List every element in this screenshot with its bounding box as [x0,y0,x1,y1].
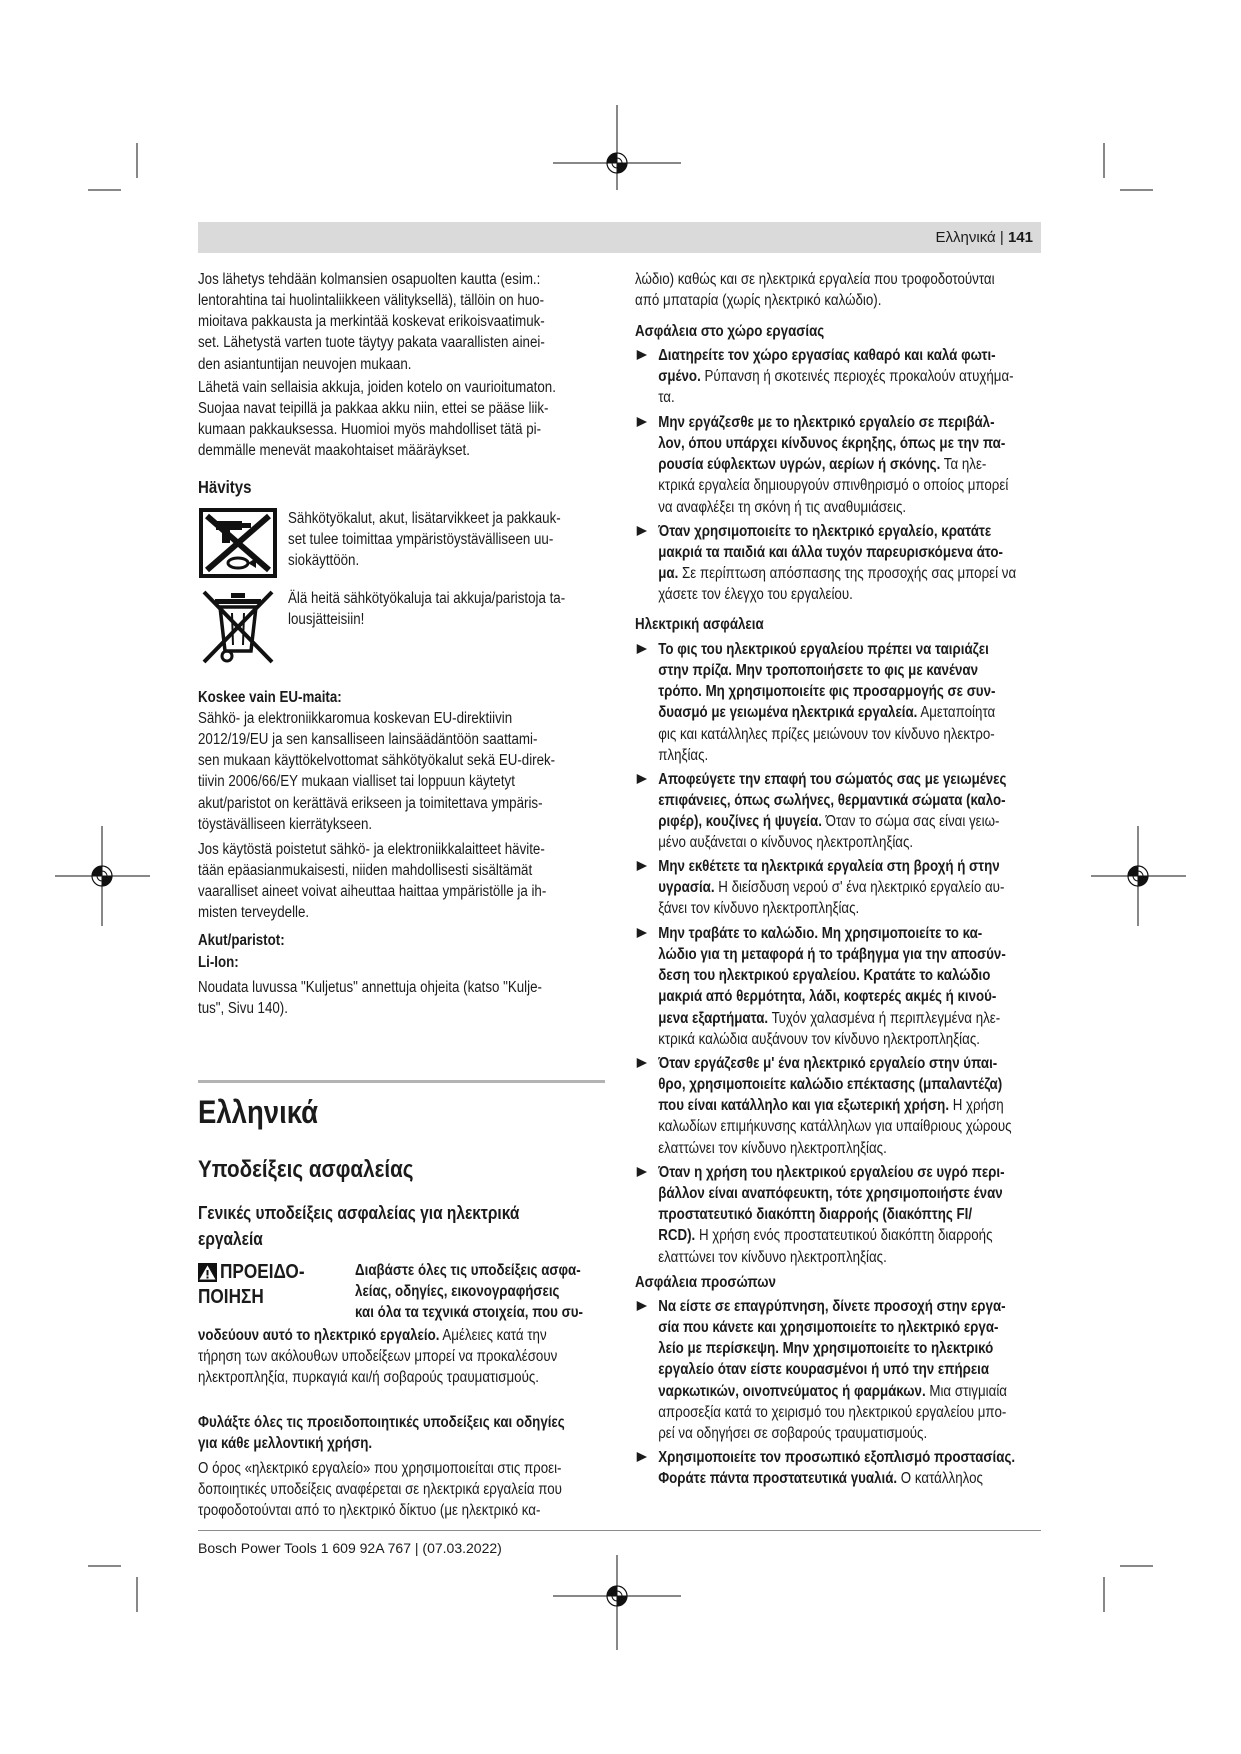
item-bold-text: Όταν χρησιμοποιείτε το ηλεκτρικό εργαλείο, κρατάτε μακριά τα παιδιά και άλλα τυχόν παρευρισκόμενα άτο- μα. [658,522,1003,583]
eu-paragraph-1 [198,708,555,836]
liion-text-content: Noudata luvussa "Kuljetus" annettuja ohjeita (katso "Kulje- tus", Sivu 140). [198,978,542,1017]
personal-heading: Ασφάλεια προσώπων [635,1273,776,1291]
item-bold-text: Μην εκθέτετε τα ηλεκτρικά εργαλεία στη βροχή ή στην υγρασία. [658,857,1000,896]
warning-bold-continuation: νοδεύουν αυτό το ηλεκτρικό εργαλείο. [198,1326,440,1344]
left-column [198,0,605,1754]
item-bold-text: Χρησιμοποιείτε τον προσωπικό εξοπλισμό προστασίας. Φοράτε πάντα προστατευτικά γυαλιά. [658,1448,1016,1487]
item-text: Τα ηλε- κτρικά εργαλεία δημιουργούν σπινθηρισμό ο οποίος μπορεί να αναφλέξει τη σκόνη ή τις αναθυμιάσεις. [658,456,1009,516]
item-bold-text: Μην εργάζεσθε με το ηλεκτρικό εργαλείο σε περιβάλ- λον, όπου υπάρχει κίνδυνος έκρηξης, όπως με την πα- ρουσία εύφλεκτων υγρών, αερίων ή σκόνης. [658,413,1006,474]
item-bold-text: Το φις του ηλεκτρικού εργαλείου πρέπει να ταιριάζει στην πρίζα. Μην τροποποιήσετε το φις με κανέναν τρόπο. Μη χρησιμοποιείτε φις προσαρμογής σε συν- δυασμό με γειωμένα ηλεκτρικά εργαλεία. [658,640,996,722]
power-tool-term-text: Ο όρος «ηλεκτρικό εργαλείο» που χρησιμοποιείται στις προει- δοποιητικές υποδείξεις αναφέρεται σε ηλεκτρικά εργαλεία που τροφοδοτούνται από το ηλεκτρικό δίκτυο (με ηλεκτρικό κα- [198,1459,562,1520]
shipping-paragraph-1-text: Jos lähetys tehdään kolmansien osapuolten kautta (esim.: lentorahtina tai huolintaliikkeen välityksellä), tällöin on huo- mioitava pakkausta ja merkintää koskevat erikoisvaatimuk- set. Lähetystä varten tuote täytyy pakata vaarallisten ainei- den asiantuntijan neuvojen mukaan. [198,270,545,373]
section-title: Υποδείξεις ασφαλείας [198,1156,414,1183]
disposal-heading: Hävitys [198,477,252,497]
bullet-arrow-icon [637,417,647,427]
item-bold-text: Όταν εργάζεσθε μ' ένα ηλεκτρικό εργαλείο στην ύπαι- θρο, χρησιμοποιείτε καλώδιο επέκτασης (μπαλαντέζα) που είναι κατάλληλο και για εξωτερική χρήση. [658,1054,1003,1115]
power-tool-term-paragraph [198,1458,562,1522]
item-text: Τυχόν χαλασμένα ή περιπλεγμένα ηλε- κτρικά καλώδια αυξάνουν τον κίνδυνο ηλεκτροπληξίας. [658,1009,1001,1048]
item-text: Η χρήση καλωδίων επιμήκυνσης κατάλληλων για υπαίθριους χώρους ελαττώνει τον κίνδυνο ηλεκτροπληξίας. [658,1097,1012,1157]
liion-heading: Li-Ion: [198,954,239,971]
disposal-text-household-content: Älä heitä sähkötyökaluja tai akkuja/paristoja ta- lousjätteisiin! [288,589,566,628]
item-text: Η διείσδυση νερού σ' ένα ηλεκτρικό εργαλείο αυ- ξάνει τον κίνδυνο ηλεκτροπληξίας. [658,878,1005,918]
shipping-paragraph-2-text: Lähetä vain sellaisia akkuja, joiden kotelo on vaurioitumaton. Suojaa navat teipillä ja pakkaa akku niin, ettei se pääse liik- kumaan pakkauksessa. Huomioi myös mahdolliset tätä pi- demmälle menevät maakohtaiset määräykset. [198,378,556,460]
warning-label [198,1260,305,1310]
keep-instructions-text: Φυλάξτε όλες τις προειδοποιητικές υποδείξεις και οδηγίες για κάθε μελλοντική χρήση. [198,1413,565,1452]
header-section-label: Ελληνικά [935,229,996,246]
item-text: Η χρήση ενός προστατευτικού διακόπτη διαρροής ελαττώνει τον κίνδυνο ηλεκτροπληξίας. [658,1227,993,1266]
item-bold-text: Να είστε σε επαγρύπνηση, δίνετε προσοχή στην εργα- σία που κάνετε και χρησιμοποιείτε το ηλεκτρικό εργα- λείο με περίσκεψη. Μην χρησιμοποιείτε το ηλεκτρικό εργαλείο όταν είστε κουρασμένοι ή υπό την επήρεια ναρκωτικών, οινοπνεύματος ή φαρμάκων. [658,1297,1006,1400]
work-area-heading: Ασφάλεια στο χώρο εργασίας [635,322,825,340]
bullet-arrow-icon [637,1301,647,1311]
intro-continuation-text: λώδιο) καθώς και σε ηλεκτρικά εργαλεία που τροφοδοτούνται από μπαταρία (χωρίς ηλεκτρικό καλώδιο). [635,270,995,309]
header-separator: | [999,229,1004,246]
item-text: Μια στιγμιαία απροσεξία κατά το χειρισμό του ηλεκτρικού εργαλείου μπο- ρεί να οδηγήσει σε σοβαρούς τραυματισμούς. [658,1382,1007,1443]
right-column [635,0,1042,1754]
subsection-title [198,1200,519,1252]
intro-continuation [635,269,995,312]
bullet-arrow-icon [637,350,647,360]
page-number: 141 [1007,229,1033,246]
liion-text [198,977,542,1020]
bullet-arrow-icon [637,1167,647,1177]
chapter-title: Ελληνικά [198,1094,319,1130]
warning-paragraph [198,1325,557,1389]
warning-bold-text [355,1260,583,1324]
item-text: Ο κατάλληλος [897,1469,983,1487]
shipping-paragraph-2 [198,377,556,462]
item-bold-text: Αποφεύγετε την επαφή του σώματός σας με γειωμένες επιφάνειες, όπως σωλήνες, θερμαντικά σώματα (καλο- ριφέρ), κουζίνες ή ψυγεία. [658,770,1007,831]
item-text: Ρύπανση ή σκοτεινές περιοχές προκαλούν ατυχήμα- τα. [658,367,1014,407]
batteries-heading: Akut/paristot: [198,931,285,949]
item-bold-text: Μην τραβάτε το καλώδιο. Μη χρησιμοποιείτε το κα- λώδιο για τη μεταφορά ή το τράβηγμα για την αποσύν- δεση του ηλεκτρικού εργαλείου. Κρατάτε το καλώδιο μακριά από θερμότητα, λάδι, κοφτερές ακμές ή κινού- μενα εξαρτήματα. [658,924,1006,1027]
bullet-arrow-icon [637,644,647,654]
bullet-arrow-icon [637,1452,647,1462]
subsection-title-text: Γενικές υποδείξεις ασφαλείας για ηλεκτρικά εργαλεία [198,1203,520,1249]
disposal-text-recycle-content: Sähkötyökalut, akut, lisätarvikkeet ja pakkauk- set tulee toimittaa ympäristöystävälliseen uu- siokäyttöön. [288,509,561,570]
warning-text: Αμέλειες κατά την τήρηση των ακόλουθων υποδείξεων μπορεί να προκαλέσουν ηλεκτροπληξία, πυρκαγιά και/ή σοβαρούς τραυματισμούς. [198,1326,558,1387]
registration-mark-right [1091,826,1186,926]
shipping-paragraph-1 [198,269,545,375]
disposal-text-household [288,588,565,631]
footer-rule [198,1530,1041,1531]
bullet-arrow-icon [637,928,647,938]
item-text: Όταν το σώμα σας είναι γειω- μένο αυξάνεται ο κίνδυνος ηλεκτροπληξίας. [658,813,1000,852]
footer-text: Bosch Power Tools 1 609 92A 767 | (07.03.2022) [198,1540,502,1556]
eu-paragraph-2-text: Jos käytöstä poistetut sähkö- ja elektroniikkalaitteet hävite- tään epäasianmukaisesti, niiden mahdollisesti sisältämät vaaralliset aineet voivat aiheuttaa haittaa ympäristölle ja ih- misten terveydelle. [198,840,547,922]
item-text: Αμεταποίητα φις και κατάλληλες πρίζες μειώνουν τον κίνδυνο ηλεκτρο- πληξίας. [658,704,996,764]
bullet-arrow-icon [637,774,647,784]
bullet-arrow-icon [637,861,647,871]
warning-label-text: ΠΡΟΕΙΔΟ- ΠΟΙΗΣΗ [198,1260,305,1308]
eu-paragraph-1-text: Sähkö- ja elektroniikkaromua koskevan EU-direktiivin 2012/19/EU ja sen kansalliseen lainsäädäntöön saattami- sen mukaan käyttökelvottomat sähkötyökalut sekä EU-direk- tiivin 2006/66/EY mukaan vialliset tai loppuun käytetyt akut/paristot on kerättävä erikseen ja toimitettava ympäris- töystävälliseen kierrätykseen. [198,709,556,833]
item-bold-text: Όταν η χρήση του ηλεκτρικού εργαλείου σε υγρό περι- βάλλον είναι αναπόφευκτη, τότε χρησιμοποιήστε έναν προστατευτικό διακόπτη διαρροής (διακόπτης FI/ RCD). [658,1163,1005,1245]
registration-mark-left [55,826,150,926]
disposal-text-recycle [288,508,561,572]
eu-heading: Koskee vain EU-maita: [198,688,342,706]
keep-instructions [198,1412,565,1455]
bullet-arrow-icon [637,1058,647,1068]
eu-paragraph-2 [198,839,546,924]
bullet-arrow-icon [637,526,647,536]
electrical-heading: Ηλεκτρική ασφάλεια [635,615,764,633]
item-text: Σε περίπτωση απόσπασης της προσοχής σας μπορεί να χάσετε τον έλεγχο του εργαλείου. [658,565,1017,604]
item-bold-text: Διατηρείτε τον χώρο εργασίας καθαρό και καλά φωτι- σμένο. [658,346,996,385]
warning-bold-side-text: Διαβάστε όλες τις υποδείξεις ασφα- λείας, οδηγίες, εικονογραφήσεις και όλα τα τεχνικά στοιχεία, που συ- [355,1261,583,1322]
